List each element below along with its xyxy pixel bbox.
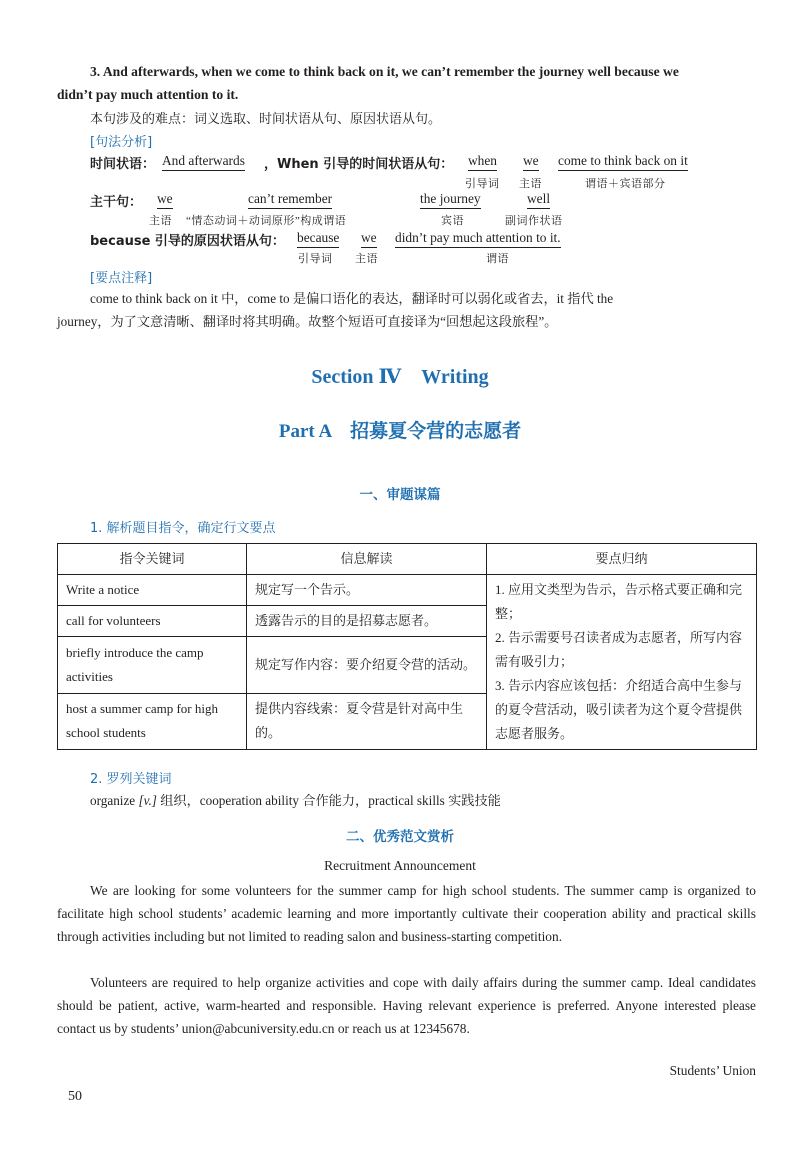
table-cell-keyword: Write a notice [58, 575, 247, 606]
table-row [58, 575, 757, 606]
time-clause-phrase: And afterwards [162, 153, 245, 171]
notes-line-1: come to think back on it 中，come to 是偏口语化的表达，翻译时可以弱化或省去，it 指代 the [90, 291, 614, 306]
step1-subheading-analysis: 1. 解析题目指令，确定行文要点 [90, 521, 276, 536]
keywords-text-a: organize [90, 793, 139, 808]
table-cell-info: 规定写一个告示。 [247, 575, 487, 606]
reason-clause-label: because 引导的原因状语从句： [90, 234, 285, 249]
table-cell-keyword: call for volunteers [58, 606, 247, 637]
table-cell-keyword: briefly introduce the camp activities [58, 637, 247, 693]
time-clause-word-predicate: come to think back on it [558, 153, 688, 171]
keywords-pos: [v.] [138, 793, 157, 808]
notes-line-2: journey，为了文意清晰、翻译时将其明确。故整个短语可直接译为“回想起这段旅程”。 [57, 314, 558, 329]
section-title: Section Ⅳ Writing [311, 366, 489, 388]
main-clause-word-verb: can’t remember [248, 191, 332, 209]
sentence-head: 3. And afterwards, when we come to think back on it, we can’t remember the journey well because we [90, 64, 679, 79]
reason-clause-word-we: we [361, 230, 377, 248]
summary-item: 3. 告示内容应该包括：介绍适合高中生参与的夏令营活动，吸引读者为这个夏令营提供志愿者服务。 [495, 678, 743, 741]
analysis-table [57, 543, 757, 750]
time-clause-caption-conjunction: 引导词 [465, 178, 500, 190]
essay-paragraph-1: We are looking for some volunteers for the summer camp for high school students. The summer camp is organized to facilitate high school students’ academic learning and more importantly cultivate their cooperation ability and practical skills through activities including but not limited to reading salon and business-starting competition. [57, 883, 756, 944]
reason-clause-caption-predicate: 谓语 [486, 253, 509, 265]
table-cell-keyword: host a summer camp for high school students [58, 693, 247, 749]
notes-section-label: [要点注释] [90, 271, 153, 286]
step1-heading: 一、审题谋篇 [359, 487, 441, 503]
table-cell-info: 提供内容线索：夏令营是针对高中生的。 [247, 693, 487, 749]
main-clause-word-we: we [157, 191, 173, 209]
keywords-line [90, 790, 501, 809]
time-clause-word-when: when [468, 153, 497, 171]
reason-clause-caption-conjunction: 引导词 [298, 253, 333, 265]
table-header-row [58, 544, 757, 575]
time-clause-caption-predicate: 谓语＋宾语部分 [585, 178, 666, 190]
table-cell-info: 透露告示的目的是招募志愿者。 [247, 606, 487, 637]
difficulty-note: 本句涉及的难点：词义选取、时间状语从句、原因状语从句。 [90, 112, 442, 127]
reason-clause-caption-subject: 主语 [355, 253, 378, 265]
main-clause-caption-predicate: “情态动词＋动词原形”构成谓语 [186, 215, 347, 227]
time-clause-caption-subject: 主语 [519, 178, 542, 190]
reason-clause-word-because: because [297, 230, 339, 248]
step1-subheading-keywords: 2. 罗列关键词 [90, 772, 172, 787]
table-header-cell: 指令关键词 [58, 544, 247, 575]
step2-heading: 二、优秀范文赏析 [346, 829, 454, 845]
time-clause-label: 时间状语： [90, 157, 156, 172]
part-title: Part A 招募夏令营的志愿者 [278, 421, 522, 442]
syntax-section-label: [句法分析] [90, 135, 153, 150]
page-number: 50 [68, 1089, 82, 1104]
main-clause-caption-subject: 主语 [149, 215, 172, 227]
main-clause-word-object: the journey [420, 191, 481, 209]
time-clause-desc: ，When 引导的时间状语从句： [264, 157, 454, 172]
summary-item: 2. 告示需要号召读者成为志愿者，所写内容需有吸引力； [495, 630, 743, 669]
essay-paragraph-2: Volunteers are required to help organize activities and cope with daily affairs during the summer camp. Ideal candidates should be patient, active, warm-hearted and responsible. Having relevant experience is preferred. Anyone interested please contact us by students’ union@abcuniversity.edu.cn or reach us at 12345678. [57, 975, 756, 1036]
table-cell-info: 规定写作内容：要介绍夏令营的活动。 [247, 637, 487, 693]
keywords-text-b: 组织，cooperation ability 合作能力，practical skills 实践技能 [156, 793, 501, 808]
sentence-tail: didn’t pay much attention to it. [57, 87, 239, 102]
main-clause-caption-adverbial: 副词作状语 [505, 215, 563, 227]
table-header-cell: 要点归纳 [487, 544, 757, 575]
reason-clause-word-predicate: didn’t pay much attention to it. [395, 230, 561, 248]
main-clause-label: 主干句： [90, 195, 143, 210]
table-cell-summary [487, 575, 757, 750]
essay-signature: Students’ Union [669, 1063, 756, 1078]
table-header-cell: 信息解读 [247, 544, 487, 575]
essay-title: Recruitment Announcement [324, 858, 476, 873]
summary-item: 1. 应用文类型为告示，告示格式要正确和完整； [495, 582, 743, 621]
time-clause-word-we: we [523, 153, 539, 171]
main-clause-word-adverb: well [527, 191, 550, 209]
main-clause-caption-object: 宾语 [441, 215, 464, 227]
